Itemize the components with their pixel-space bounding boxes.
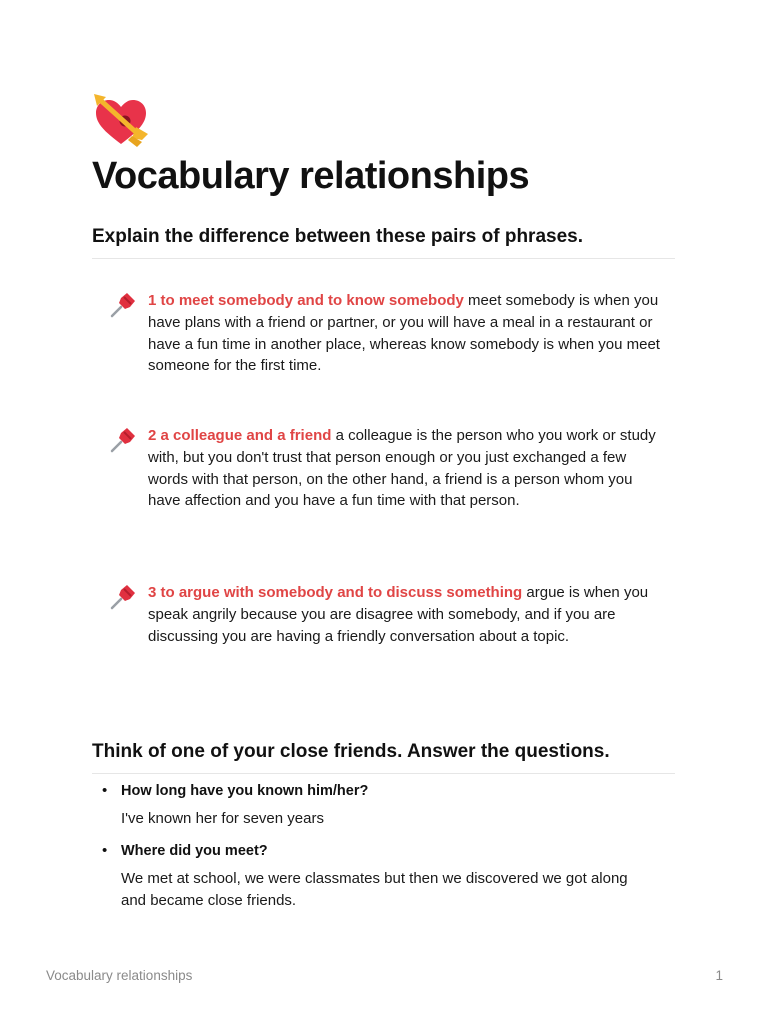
list-item [92,780,652,830]
footer-title: Vocabulary relationships [46,968,193,983]
list-item [92,840,652,912]
question: Where did you meet? [121,843,268,859]
explanation: meet somebody is when you have plans with a friend or partner, or you will have a meal in a restaurant or have a fun time in another place, whereas know somebody is when you meet someone for the first time. [148,292,660,375]
bullet-icon: • [102,842,108,859]
page-title: Vocabulary relationships [92,155,530,197]
pushpin-icon [108,290,138,320]
callout-phrase-pair-2 [108,425,660,512]
question: How long have you known him/her? [121,783,369,799]
callout-phrase-pair-3 [108,582,660,647]
keyphrase: 1 to meet somebody and to know somebody [148,292,464,309]
question-list [92,780,652,912]
callout-text [148,425,660,512]
answer: We met at school, we were classmates but then we discovered we got along and became close friends. [121,870,628,909]
heart-with-arrow-icon [92,94,150,150]
answer: I've known her for seven years [121,810,324,827]
page-number: 1 [715,968,723,983]
section-heading-close-friend: Think of one of your close friends. Answer the questions. [92,739,675,774]
pushpin-icon [108,425,138,455]
explanation: a colleague is the person who you work or study with, but you don't trust that person enough or you just exchanged a few words with that person, on the other hand, a friend is a person whom you have affection and you have a fun time with that person. [148,427,656,510]
explanation: argue is when you speak angrily because you are disagree with somebody, and if you are discussing you are having a friendly conversation about a topic. [148,584,649,645]
keyphrase: 2 a colleague and a friend [148,427,332,444]
keyphrase: 3 to argue with somebody and to discuss something [148,584,523,601]
pushpin-icon [108,582,138,612]
section-heading-differences: Explain the difference between these pairs of phrases. [92,224,675,259]
callout-phrase-pair-1 [108,290,660,377]
callout-text [148,290,660,377]
callout-text [148,582,660,647]
bullet-icon: • [102,782,108,799]
